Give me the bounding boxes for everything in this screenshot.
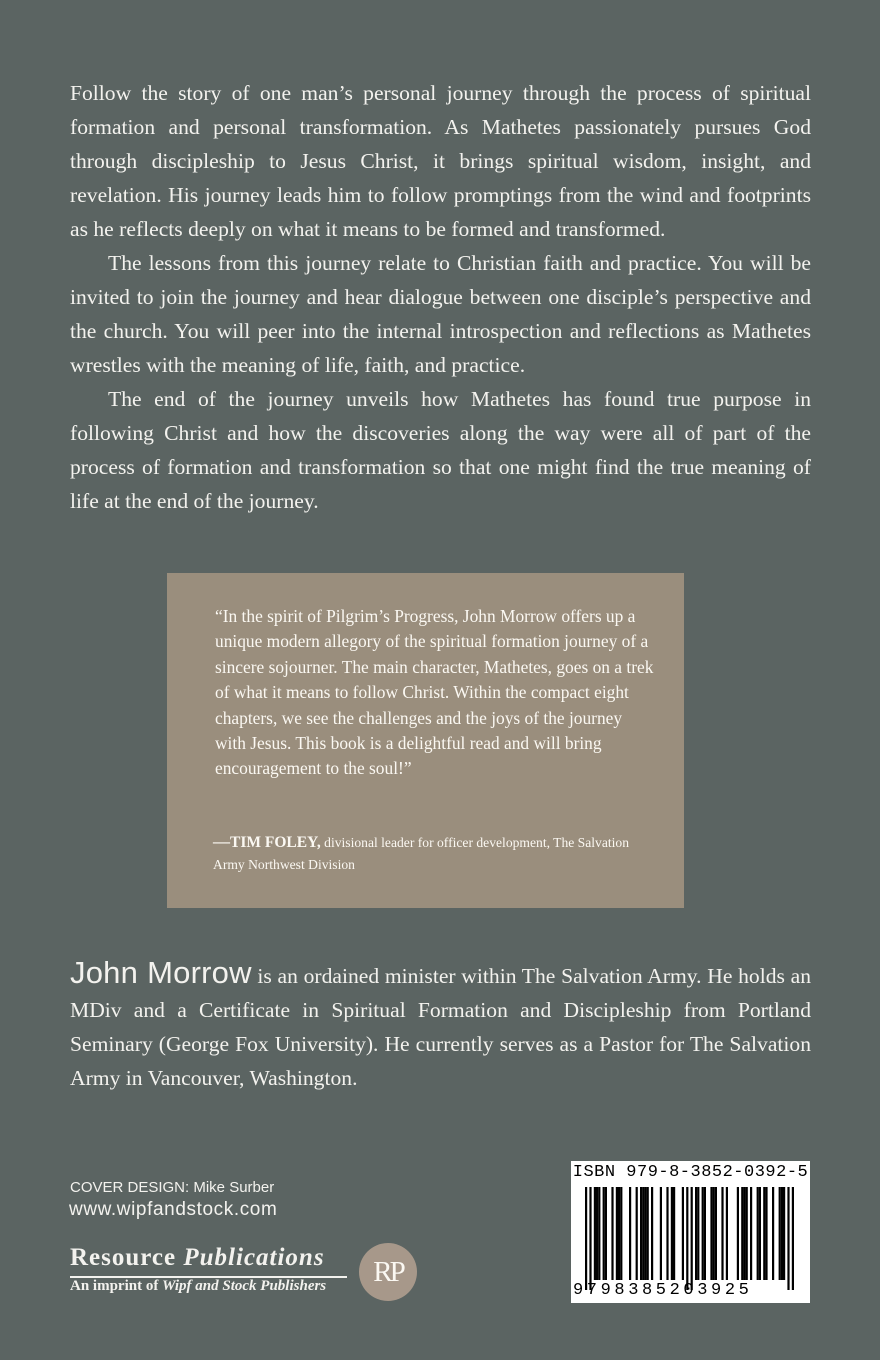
barcode-bar (695, 1187, 697, 1280)
barcode-bar (772, 1187, 774, 1280)
isbn-barcode (571, 1161, 810, 1303)
barcode-bar (763, 1187, 765, 1280)
barcode-bar (611, 1187, 613, 1280)
publisher-website: www.wipfandstock.com (69, 1199, 278, 1220)
publisher-name-plain: Resource (70, 1244, 177, 1271)
publisher-name (70, 1244, 325, 1272)
cover-design-label: COVER DESIGN: (70, 1179, 190, 1196)
author-bio-text: is an ordained minister within The Salvation Army. He holds an MDiv and a Certificate in Spiritual Formation and Discipleship from Portland Seminary (George Fox University). He currently serves as a Pastor for The Salvation Army in Vancouver, Washington. (70, 964, 811, 1090)
barcode-bar (594, 1187, 596, 1280)
barcode-bar (715, 1187, 717, 1280)
barcode-bar (759, 1187, 761, 1280)
barcode-bar (781, 1187, 783, 1280)
barcode-bar (691, 1187, 693, 1290)
barcode-bar (713, 1187, 715, 1280)
blurb-paragraph-3: The end of the journey unveils how Mathetes has found true purpose in following Christ and how the discoveries along the way were all of part of the process of formation and transformation so that one might find the true meaning of life at the end of the journey. (70, 387, 811, 513)
barcode-bar (660, 1187, 662, 1280)
barcode-bar (743, 1187, 745, 1280)
attribution-dash: — (213, 832, 230, 851)
barcode-digits: 9798385203925 (573, 1281, 753, 1300)
author-name: John Morrow (70, 955, 252, 990)
imprint-name: Wipf and Stock Publishers (162, 1278, 327, 1294)
endorsement-quote: “In the spirit of Pilgrim’s Progress, John Morrow offers up a unique modern allegory of the spiritual formation journey of a sincere sojourner. The main character, Mathetes, goes on a trek of what it means to follow Christ. Within the compact eight chapters, we see the challenges and the joys of the journey with Jesus. This book is a delightful read and will bring encouragement to the soul!” (215, 606, 654, 779)
imprint-prefix: An imprint of (70, 1278, 159, 1294)
barcode-bar (647, 1187, 649, 1280)
rp-logo-icon (359, 1243, 417, 1301)
barcode-bar (616, 1187, 618, 1280)
back-cover-blurb (70, 76, 811, 518)
barcode-bar (783, 1187, 785, 1280)
barcode-bar (682, 1187, 684, 1280)
barcode-bar (792, 1187, 794, 1290)
barcode-bar (596, 1187, 598, 1280)
barcode-bar (721, 1187, 723, 1280)
barcode-bar (787, 1187, 789, 1290)
publisher-imprint (70, 1278, 326, 1295)
barcode-bar (603, 1187, 605, 1280)
barcode-bar (673, 1187, 675, 1280)
barcode-bar (710, 1187, 712, 1280)
barcode-bar (651, 1187, 653, 1280)
barcode-bar (737, 1187, 739, 1280)
barcode-bar (697, 1187, 699, 1280)
barcode-bar (750, 1187, 752, 1280)
barcode-bar (644, 1187, 646, 1280)
blurb-paragraph-1: Follow the story of one man’s personal journey through the process of spiritual formation and personal transformation. As Mathetes passionately pursues God through discipleship to Jesus Christ, it brings spiritual wisdom, insight, and revelation. His journey leads him to follow promptings from the wind and footprints as he reflects deeply on what it means to be formed and transformed. (70, 81, 811, 241)
isbn-label: ISBN 979-8-3852-0392-5 (572, 1163, 809, 1182)
barcode-bar (598, 1187, 600, 1280)
endorsement-attribution (213, 831, 653, 876)
barcode-bar (640, 1187, 642, 1280)
barcode-bar (704, 1187, 706, 1280)
barcode-bar (589, 1187, 591, 1290)
barcode-bar (686, 1187, 688, 1290)
barcode-bar (671, 1187, 673, 1280)
endorsement-box (167, 573, 684, 908)
barcode-bar (620, 1187, 622, 1280)
blurb-paragraph-2: The lessons from this journey relate to Christian faith and practice. You will be invited to join the journey and hear dialogue between one disciple’s perspective and the church. You will peer into the internal introspection and reflections as Mathetes wrestles with the meaning of life, faith, and practice. (70, 251, 811, 377)
rp-logo-text: RP (373, 1255, 403, 1288)
barcode-bar (605, 1187, 607, 1280)
cover-designer-name: Mike Surber (193, 1179, 275, 1196)
barcode-bar (629, 1187, 631, 1280)
barcode-bar (746, 1187, 748, 1280)
barcode-bar (585, 1187, 587, 1290)
barcode-bar (757, 1187, 759, 1280)
barcode-bar (636, 1187, 638, 1280)
barcode-bar (642, 1187, 644, 1280)
barcode-bar (741, 1187, 743, 1280)
barcode-bar (702, 1187, 704, 1280)
barcode-bar (726, 1187, 728, 1280)
endorser-name: TIM FOLEY, (230, 834, 321, 851)
author-bio (70, 956, 811, 1095)
cover-design-credit (70, 1179, 274, 1196)
publisher-name-italic: Publications (183, 1244, 325, 1271)
endorser-role: divisional leader for officer development, The Salvation Army Northwest Division (213, 835, 630, 872)
barcode-bar (765, 1187, 767, 1280)
barcode-bar (618, 1187, 620, 1280)
barcode-bar (779, 1187, 781, 1280)
barcode-bar (666, 1187, 668, 1280)
